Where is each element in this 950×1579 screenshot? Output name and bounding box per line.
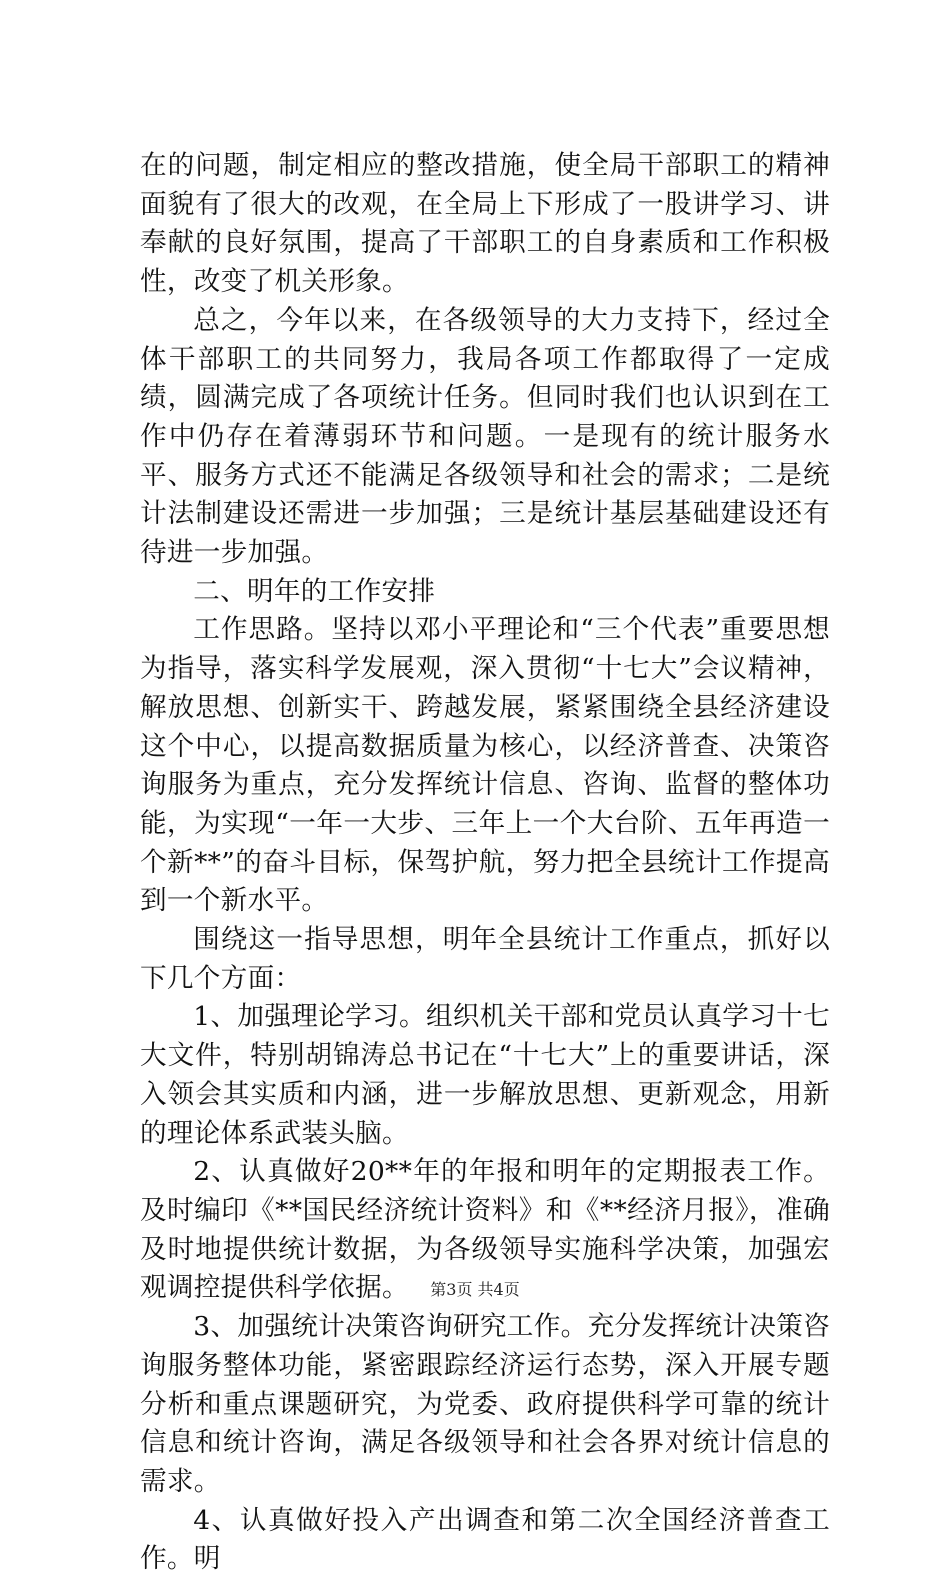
paragraph: 工作思路。坚持以邓小平理论和“三个代表”重要思想为指导，落实科学发展观，深入贯彻“十七大”会议精神，解放思想、创新实干、跨越发展，紧紧围绕全县经济建设这个中心，以提高数据质量为核心，以经济普查、决策咨询服务为重点，充分发挥统计信息、咨询、监督的整体功能，为实现“一年一大步、三年上一个大台阶、五年再造一个新**”的奋斗目标，保驾护航，努力把全县统计工作提高到一个新水平。	[140, 614, 830, 917]
list-item: 4、认真做好投入产出调查和第二次全国经济普查工作。明	[140, 1504, 830, 1575]
page-footer: 第3页 共4页	[430, 1280, 520, 1299]
paragraph: 在的问题，制定相应的整改措施，使全局干部职工的精神面貌有了很大的改观，在全局上下形成了一股讲学习、讲奉献的良好氛围，提高了干部职工的自身素质和工作积极性，改变了机关形象。	[140, 150, 830, 298]
paragraph: 围绕这一指导思想，明年全县统计工作重点，抓好以下几个方面：	[140, 924, 830, 994]
document-body	[140, 147, 830, 1579]
paragraph: 总之，今年以来，在各级领导的大力支持下，经过全体干部职工的共同努力，我局各项工作都取得了一定成绩，圆满完成了各项统计任务。但同时我们也认识到在工作中仍存在着薄弱环节和问题。一是现有的统计服务水平、服务方式还不能满足各级领导和社会的需求；二是统计法制建设还需进一步加强；三是统计基层基础建设还有待进一步加强。	[140, 304, 830, 569]
list-item: 2、认真做好20**年的年报和明年的定期报表工作。及时编印《**国民经济统计资料》和《**经济月报》，准确及时地提供统计数据，为各级领导实施科学决策，加强宏观调控提供科学依据。	[140, 1156, 830, 1304]
list-item: 3、加强统计决策咨询研究工作。充分发挥统计决策咨询服务整体功能，紧密跟踪经济运行态势，深入开展专题分析和重点课题研究，为党委、政府提供科学可靠的统计信息和统计咨询，满足各级领导和社会各界对统计信息的需求。	[140, 1311, 830, 1497]
list-item: 1、加强理论学习。组织机关干部和党员认真学习十七大文件，特别胡锦涛总书记在“十七大”上的重要讲话，深入领会其实质和内涵，进一步解放思想、更新观念，用新的理论体系武装头脑。	[140, 1001, 830, 1149]
section-heading: 二、明年的工作安排	[193, 575, 436, 607]
